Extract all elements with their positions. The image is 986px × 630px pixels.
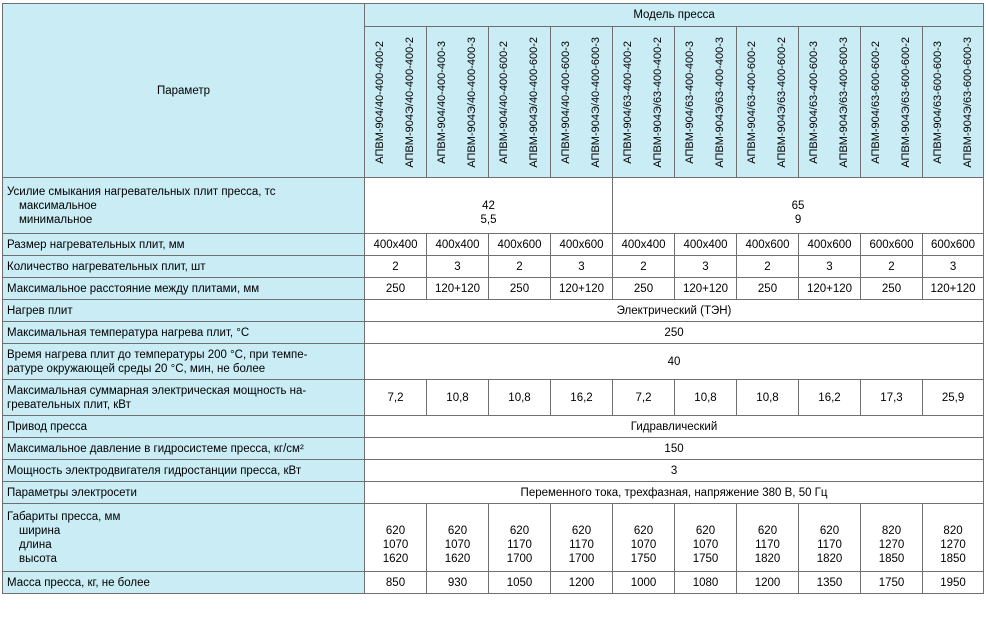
dims-width-value: 620 xyxy=(757,524,778,537)
mass-value: 1080 xyxy=(675,572,737,594)
size-value: 600x600 xyxy=(923,234,984,256)
model-name: АПВМ-904/63-400-600-3 xyxy=(807,40,820,164)
model-name: АПВМ-904Э/63-400-400-2 xyxy=(652,36,665,168)
dims-height-value: 1700 xyxy=(506,552,533,565)
force-group1 xyxy=(365,178,613,234)
power-label-1: Максимальная суммарная электрическая мощность на- xyxy=(7,384,307,397)
row-distance xyxy=(3,278,984,300)
mass-value: 1950 xyxy=(923,572,984,594)
power-label-2: гревательных плит, кВт xyxy=(7,398,131,411)
size-value: 400x400 xyxy=(427,234,489,256)
model-column-header xyxy=(799,27,861,178)
mass-value: 850 xyxy=(365,572,427,594)
dims-height-value: 1620 xyxy=(444,552,471,565)
dims-length-value: 1170 xyxy=(755,538,780,551)
dims-width-label: ширина xyxy=(19,524,61,537)
model-name: АПВМ-904Э/63-400-600-3 xyxy=(838,36,851,168)
max-temp-label: Максимальная температура нагрева плит, °С xyxy=(3,322,365,344)
dims-values xyxy=(427,504,489,572)
dims-width-value: 620 xyxy=(633,524,654,537)
model-header: Модель пресса xyxy=(365,4,984,27)
row-mass xyxy=(3,572,984,594)
heat-time-label-cell xyxy=(3,344,365,380)
network-value: Переменного тока, трехфазная, напряжение 380 В, 50 Гц xyxy=(365,482,984,504)
dims-length-value: 1270 xyxy=(878,538,905,551)
row-pressure xyxy=(3,438,984,460)
heat-time-label-1: Время нагрева плит до температуры 200 °С, при темпе- xyxy=(7,348,308,361)
model-column-header xyxy=(365,27,427,178)
count-value: 2 xyxy=(613,256,675,278)
dims-length-value: 1270 xyxy=(940,538,966,551)
model-column-header xyxy=(613,27,675,178)
dims-height-label: высота xyxy=(19,552,57,565)
drive-label: Привод пресса xyxy=(3,416,365,438)
distance-value: 250 xyxy=(365,278,427,300)
dims-length-value: 1070 xyxy=(382,538,409,551)
dims-height-value: 1700 xyxy=(568,552,595,565)
count-value: 3 xyxy=(923,256,984,278)
model-name: АПВМ-904Э/40-400-400-2 xyxy=(404,36,417,168)
model-name: АПВМ-904/40-400-600-2 xyxy=(497,40,510,164)
model-name: АПВМ-904Э/63-600-600-3 xyxy=(961,36,974,168)
force-g1-max: 42 xyxy=(482,199,495,212)
model-name: АПВМ-904/63-400-600-2 xyxy=(745,40,758,164)
mass-value: 1050 xyxy=(489,572,551,594)
row-size xyxy=(3,234,984,256)
dims-values xyxy=(861,504,923,572)
dims-width-value: 820 xyxy=(881,524,902,537)
dims-length-value: 1170 xyxy=(507,538,532,551)
count-value: 2 xyxy=(737,256,799,278)
power-value: 16,2 xyxy=(551,380,613,416)
power-value: 16,2 xyxy=(799,380,861,416)
dims-values xyxy=(489,504,551,572)
model-column-header xyxy=(675,27,737,178)
model-column-header xyxy=(551,27,613,178)
dims-height-value: 1820 xyxy=(754,552,781,565)
motor-label: Мощность электродвигателя гидростанции пресса, кВт xyxy=(3,460,365,482)
network-label: Параметры электросети xyxy=(3,482,365,504)
power-value: 10,8 xyxy=(737,380,799,416)
power-value: 7,2 xyxy=(365,380,427,416)
row-force xyxy=(3,178,984,234)
pressure-value: 150 xyxy=(365,438,984,460)
distance-value: 250 xyxy=(489,278,551,300)
mass-value: 1750 xyxy=(861,572,923,594)
distance-label: Максимальное расстояние между плитами, мм xyxy=(3,278,365,300)
force-label: Усилие смыкания нагревательных плит пресса, тс xyxy=(7,185,276,198)
force-min-label: минимальное xyxy=(19,213,93,226)
force-group2 xyxy=(613,178,984,234)
count-value: 2 xyxy=(489,256,551,278)
dims-height-value: 1620 xyxy=(382,552,409,565)
mass-value: 1200 xyxy=(737,572,799,594)
model-name: АПВМ-904/40-400-400-2 xyxy=(373,40,386,164)
dims-length-value: 1070 xyxy=(630,538,657,551)
row-motor xyxy=(3,460,984,482)
heating-label: Нагрев плит xyxy=(3,300,365,322)
motor-value: 3 xyxy=(365,460,984,482)
dims-height-value: 1750 xyxy=(630,552,657,565)
mass-value: 1000 xyxy=(613,572,675,594)
count-value: 3 xyxy=(551,256,613,278)
model-column-header xyxy=(737,27,799,178)
dims-values xyxy=(365,504,427,572)
dims-label: Габариты пресса, мм xyxy=(7,510,121,523)
dims-width-value: 620 xyxy=(695,524,716,537)
size-value: 400x400 xyxy=(675,234,737,256)
force-max-label: максимальное xyxy=(19,199,97,212)
dims-length-value: 1170 xyxy=(817,538,842,551)
model-name: АПВМ-904/63-600-600-2 xyxy=(869,40,882,164)
param-header: Параметр xyxy=(3,4,365,178)
row-heating xyxy=(3,300,984,322)
size-label: Размер нагревательных плит, мм xyxy=(3,234,365,256)
pressure-label: Максимальное давление в гидросистеме пресса, кг/см² xyxy=(3,438,365,460)
mass-value: 1350 xyxy=(799,572,861,594)
spec-table xyxy=(2,3,984,594)
count-value: 3 xyxy=(427,256,489,278)
count-value: 3 xyxy=(675,256,737,278)
dims-width-value: 820 xyxy=(943,524,963,537)
heat-time-label-2: ратуре окружающей среды 20 °С, мин, не более xyxy=(7,362,266,375)
dims-height-value: 1850 xyxy=(940,552,966,565)
model-name: АПВМ-904/63-400-400-2 xyxy=(621,40,634,164)
count-value: 2 xyxy=(861,256,923,278)
model-column-header xyxy=(427,27,489,178)
model-name: АПВМ-904Э/63-400-600-2 xyxy=(776,36,789,168)
dims-length-value: 1070 xyxy=(444,538,471,551)
dims-values xyxy=(799,504,861,572)
dims-width-value: 620 xyxy=(819,524,840,537)
row-network xyxy=(3,482,984,504)
model-name: АПВМ-904Э/40-400-400-3 xyxy=(466,36,479,168)
distance-value: 120+120 xyxy=(923,278,984,300)
size-value: 400x600 xyxy=(551,234,613,256)
dims-width-value: 620 xyxy=(447,524,468,537)
row-power xyxy=(3,380,984,416)
header-row-top xyxy=(3,4,984,27)
size-value: 400x600 xyxy=(799,234,861,256)
force-g2-min: 9 xyxy=(794,213,802,226)
max-temp-value: 250 xyxy=(365,322,984,344)
dims-width-value: 620 xyxy=(385,524,406,537)
size-value: 400x400 xyxy=(613,234,675,256)
dims-width-value: 620 xyxy=(509,524,530,537)
force-g1-min: 5,5 xyxy=(480,213,497,226)
model-name: АПВМ-904/63-400-400-3 xyxy=(683,40,696,164)
drive-value: Гидравлический xyxy=(365,416,984,438)
distance-value: 120+120 xyxy=(799,278,861,300)
power-value: 10,8 xyxy=(427,380,489,416)
row-max-temp xyxy=(3,322,984,344)
count-value: 2 xyxy=(365,256,427,278)
mass-value: 930 xyxy=(427,572,489,594)
row-drive xyxy=(3,416,984,438)
force-g2-max: 65 xyxy=(791,199,805,212)
dims-length-label: длина xyxy=(19,538,52,551)
size-value: 400x600 xyxy=(737,234,799,256)
force-label-cell xyxy=(3,178,365,234)
row-dims xyxy=(3,504,984,572)
dims-values xyxy=(737,504,799,572)
power-value: 7,2 xyxy=(613,380,675,416)
dims-length-value: 1170 xyxy=(569,538,594,551)
count-value: 3 xyxy=(799,256,861,278)
size-value: 600x600 xyxy=(861,234,923,256)
distance-value: 250 xyxy=(861,278,923,300)
dims-length-value: 1070 xyxy=(692,538,719,551)
power-value: 10,8 xyxy=(675,380,737,416)
mass-value: 1200 xyxy=(551,572,613,594)
model-name: АПВМ-904/40-400-400-3 xyxy=(435,40,448,164)
distance-value: 250 xyxy=(613,278,675,300)
model-column-header xyxy=(923,27,984,178)
model-name: АПВМ-904Э/40-400-600-2 xyxy=(528,36,541,168)
dims-height-value: 1850 xyxy=(878,552,905,565)
dims-label-cell xyxy=(3,504,365,572)
distance-value: 120+120 xyxy=(551,278,613,300)
power-label-cell xyxy=(3,380,365,416)
model-name: АПВМ-904Э/63-600-600-2 xyxy=(900,36,913,168)
model-name: АПВМ-904/63-600-600-3 xyxy=(931,40,944,164)
dims-values xyxy=(923,504,984,572)
power-value: 10,8 xyxy=(489,380,551,416)
size-value: 400x400 xyxy=(365,234,427,256)
mass-label: Масса пресса, кг, не более xyxy=(3,572,365,594)
model-column-header xyxy=(489,27,551,178)
row-heat-time xyxy=(3,344,984,380)
dims-height-value: 1820 xyxy=(816,552,843,565)
dims-width-value: 620 xyxy=(571,524,592,537)
power-value: 25,9 xyxy=(923,380,984,416)
dims-values xyxy=(551,504,613,572)
heating-value: Электрический (ТЭН) xyxy=(365,300,984,322)
count-label: Количество нагревательных плит, шт xyxy=(3,256,365,278)
heat-time-value: 40 xyxy=(365,344,984,380)
model-name: АПВМ-904/40-400-600-3 xyxy=(559,40,572,164)
model-name: АПВМ-904Э/40-400-600-3 xyxy=(590,36,603,168)
distance-value: 250 xyxy=(737,278,799,300)
model-name: АПВМ-904Э/63-400-400-3 xyxy=(714,36,727,168)
power-value: 17,3 xyxy=(861,380,923,416)
distance-value: 120+120 xyxy=(675,278,737,300)
dims-values xyxy=(613,504,675,572)
dims-height-value: 1750 xyxy=(692,552,719,565)
dims-values xyxy=(675,504,737,572)
model-column-header xyxy=(861,27,923,178)
size-value: 400x600 xyxy=(489,234,551,256)
distance-value: 120+120 xyxy=(427,278,489,300)
row-count xyxy=(3,256,984,278)
